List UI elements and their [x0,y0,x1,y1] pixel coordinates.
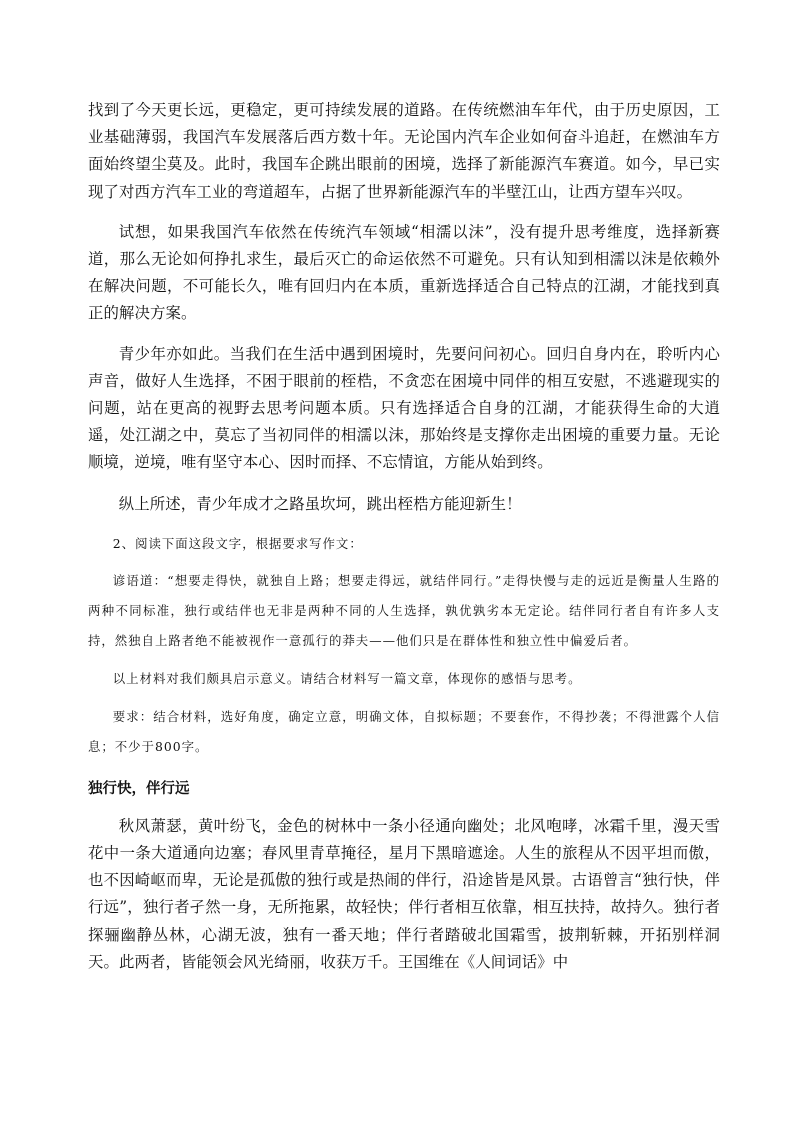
document-page [88,97,720,976]
question-prompt: 以上材料对我们颇具启示意义。请结合材料写一篇文章，体现你的感悟与思考。 [112,670,582,686]
essay-paragraph: 秋风萧瑟，黄叶纷飞，金色的树林中一条小径通向幽处；北风咆哮，冰霜千里，漫天雪花中一条大道通向边塞；春风里青草掩径，星月下黑暗遮途。人生的旅程从不因平坦而傲，也不因崎岖而卑，无论是孤傲的独行或是热闹的伴行，沿途皆是风景。古语曾言“独行快，伴行远”，独行者孑然一身，无所拖累，故轻快；伴行者相互依靠，相互扶持，故持久。独行者探骊幽静丛林，心湖无波，独有一番天地；伴行者踏破北国霜雪，披荆斩棘，开拓别样洞天。此两者，皆能领会风光绮丽，收获万千。王国维在《人间词话》中 [88,816,720,971]
essay-paragraph: 青少年亦如此。当我们在生活中遇到困境时，先要问问初心。回归自身内在，聆听内心声音，做好人生选择，不困于眼前的桎梏，不贪恋在困境中同伴的相互安慰，不逃避现实的问题，站在更高的视野去思考问题本质。只有选择适合自身的江湖，才能获得生命的大逍遥，处江湖之中，莫忘了当初同伴的相濡以沫，那始终是支撑你走出困境的重要力量。无论顺境，逆境，唯有坚守本心、因时而择、不忘情谊，方能从始到终。 [88,344,720,472]
essay-title: 独行快，伴行远 [88,779,190,797]
essay-paragraph: 试想，如果我国汽车依然在传统汽车领域“相濡以沫”，没有提升思考维度，选择新赛道，那么无论如何挣扎求生，最后灭亡的命运依然不可避免。只有认知到相濡以沫是依赖外在解决问题，不可能长久，唯有回归内在本质，重新选择适合自己特点的江湖，才能找到真正的解决方案。 [88,222,720,323]
essay-paragraph-continued: 找到了今天更长远，更稳定，更可持续发展的道路。在传统燃油车年代，由于历史原因，工业基础薄弱，我国汽车发展落后西方数十年。无论国内汽车企业如何奋斗追赶，在燃油车方面始终望尘莫及。此时，我国车企跳出眼前的困境，选择了新能源汽车赛道。如今，早已实现了对西方汽车工业的弯道超车，占据了世界新能源汽车的半壁江山，让西方望车兴叹。 [88,101,720,201]
question-heading: 2、阅读下面这段文字，根据要求写作文： [112,535,363,551]
essay-conclusion: 纵上所述，青少年成才之路虽坎坷，跳出桎梏方能迎新生！ [118,494,522,513]
question-material: 谚语道：“想要走得快，就独自上路；想要走得远，就结伴同行。”走得快慢与走的远近是衡量人生路的两种不同标准，独行或结伴也无非是两种不同的人生选择，孰优孰劣本无定论。结伴同行者自有许多人支持，然独自上路者绝不能被视作一意孤行的莽夫——他们只是在群体性和独立性中偏爱后者。 [88,572,720,648]
question-requirement: 要求：结合材料，选好角度，确定立意，明确文体，自拟标题；不要套作，不得抄袭；不得泄露个人信息；不少于800字。 [88,708,720,754]
